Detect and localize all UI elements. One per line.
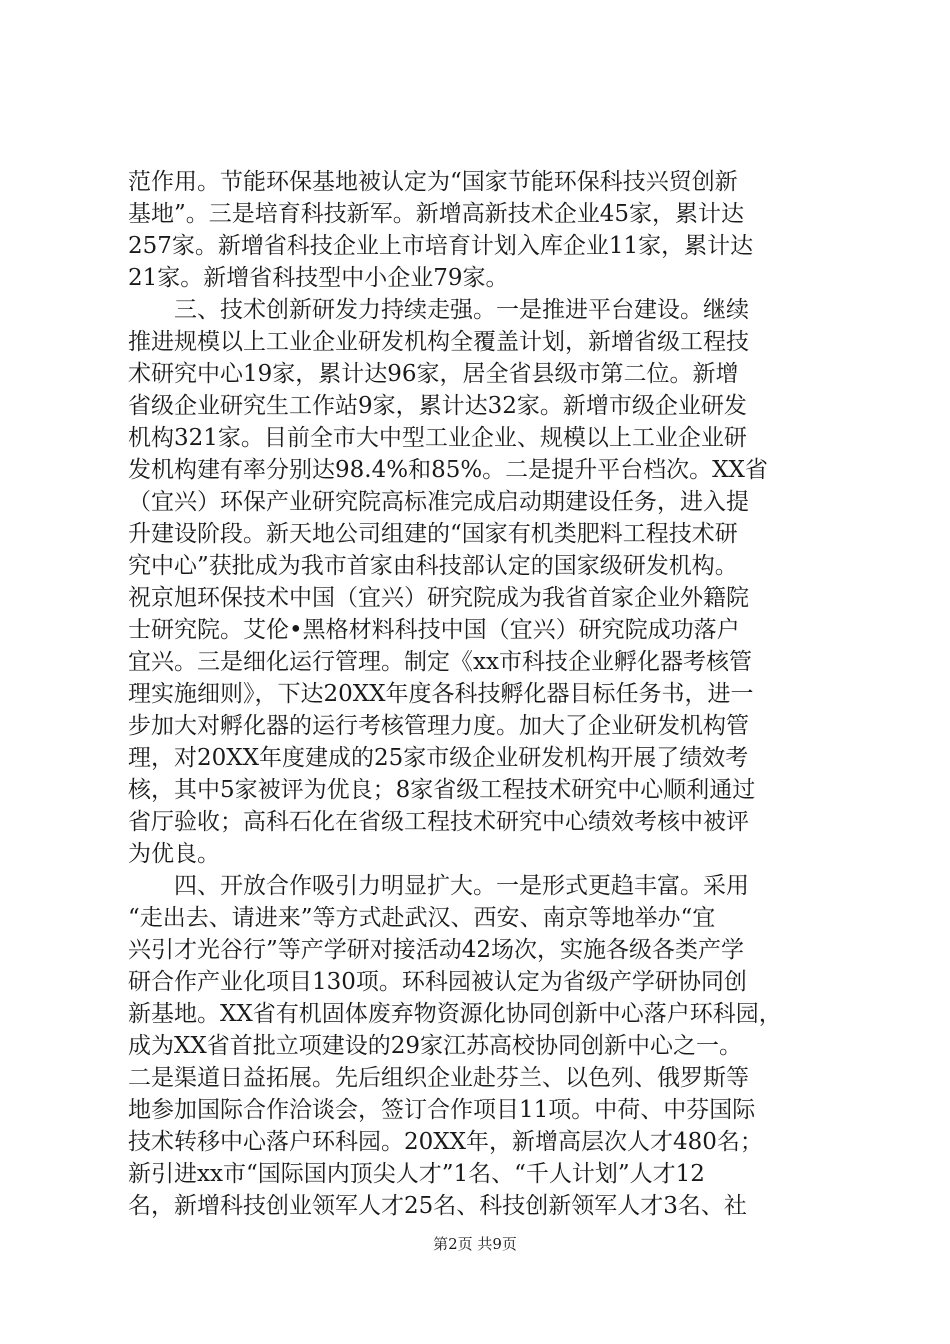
text-line: 核，其中5家被评为优良；8家省级工程技术研究中心顺利通过 [128,777,756,803]
text-line: 四、开放合作吸引力明显扩大。一是形式更趋丰富。采用 [128,873,749,899]
text-line: 成为XX省首批立项建设的29家江苏高校协同创新中心之一。 [128,1033,743,1059]
text-line: 究中心”获批成为我市首家由科技部认定的国家级研发机构。 [128,553,738,579]
text-line: 升建设阶段。新天地公司组建的“国家有机类肥料工程技术研 [128,521,738,547]
text-line: 理实施细则》，下达20XX年度各科技孵化器目标任务书，进一 [128,681,754,707]
text-line: 推进规模以上工业企业研发机构全覆盖计划，新增省级工程技 [128,329,749,355]
text-line: 研合作产业化项目130项。环科园被认定为省级产学研协同创 [128,969,747,995]
text-line: 省级企业研究生工作站9家，累计达32家。新增市级企业研发 [128,393,747,419]
text-line: 为优良。 [128,841,220,867]
text-line: 基地”。三是培育科技新军。新增高新技术企业45家，累计达 [128,201,745,227]
text-line: 三、技术创新研发力持续走强。一是推进平台建设。继续 [128,297,749,323]
text-line: 21家。新增省科技型中小企业79家。 [128,265,509,291]
text-line: 祝京旭环保技术中国（宜兴）研究院成为我省首家企业外籍院 [128,585,749,611]
text-line: 新引进xx市“国际国内顶尖人才”1名、“千人计划”人才12 [128,1161,705,1187]
text-line: 机构321家。目前全市大中型工业企业、规模以上工业企业研 [128,425,747,451]
text-line: 术研究中心19家，累计达96家，居全省县级市第二位。新增 [128,361,739,387]
text-line: 发机构建有率分别达98.4%和85%。二是提升平台档次。XX省 [128,457,768,483]
text-line: 步加大对孵化器的运行考核管理力度。加大了企业研发机构管 [128,713,749,739]
text-line: 257家。新增省科技企业上市培育计划入库企业11家，累计达 [128,233,754,259]
text-line: “走出去、请进来”等方式赴武汉、西安、南京等地举办“宜 [128,905,716,931]
text-line: 技术转移中心落户环科园。20XX年，新增高层次人才480名； [128,1129,763,1155]
text-line: 省厅验收；高科石化在省级工程技术研究中心绩效考核中被评 [128,809,749,835]
document-body [128,166,828,1222]
text-line: （宜兴）环保产业研究院高标准完成启动期建设任务，进入提 [128,489,749,515]
text-line: 范作用。节能环保基地被认定为“国家节能环保科技兴贸创新 [128,169,738,195]
text-line: 宜兴。三是细化运行管理。制定《xx市科技企业孵化器考核管 [128,649,752,675]
text-line: 地参加国际合作洽谈会，签订合作项目11项。中荷、中芬国际 [128,1097,756,1123]
text-line: 士研究院。艾伦•黑格材料科技中国（宜兴）研究院成功落户 [128,617,740,643]
text-line: 名，新增科技创业领军人才25名、科技创新领军人才3名、社 [128,1193,747,1219]
page-footer: 第2页 共9页 [433,1235,517,1253]
text-line: 新基地。XX省有机固体废弃物资源化协同创新中心落户环科园， [128,1001,782,1027]
text-line: 二是渠道日益拓展。先后组织企业赴芬兰、以色列、俄罗斯等 [128,1065,749,1091]
text-line: 理，对20XX年度建成的25家市级企业研发机构开展了绩效考 [128,745,749,771]
text-line: 兴引才光谷行”等产学研对接活动42场次，实施各级各类产学 [128,937,745,963]
